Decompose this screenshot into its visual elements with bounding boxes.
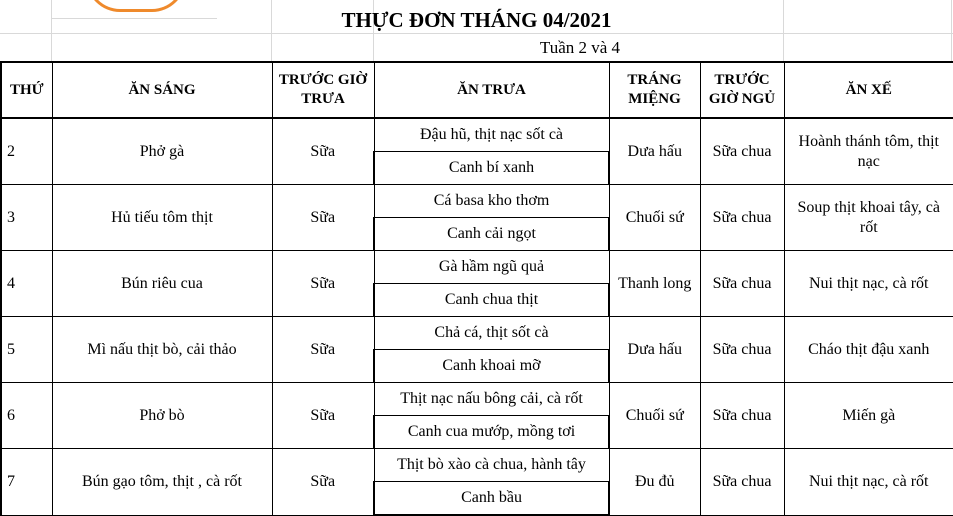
before-lunch-cell: Sữa xyxy=(272,251,374,317)
lunch-soup-cell: Canh chua thịt xyxy=(374,284,609,317)
table-row xyxy=(1,251,953,284)
snack-cell: Hoành thánh tôm, thịt nạc xyxy=(784,118,953,185)
table-row xyxy=(1,118,953,152)
snack-cell: Nui thịt nạc, cà rốt xyxy=(784,449,953,516)
column-header-lunch: ĂN TRƯA xyxy=(374,62,609,118)
menu-table xyxy=(0,61,953,516)
before-nap-cell: Sữa chua xyxy=(700,383,784,449)
lunch-soup-cell: Canh bí xanh xyxy=(374,152,609,185)
column-header-dessert: TRÁNG MIỆNG xyxy=(609,62,700,118)
snack-cell: Soup thịt khoai tây, cà rốt xyxy=(784,185,953,251)
dessert-cell: Dưa hấu xyxy=(609,317,700,383)
before-lunch-cell: Sữa xyxy=(272,118,374,185)
column-header-day: THỨ xyxy=(1,62,52,118)
lunch-main-cell: Chả cá, thịt sốt cà xyxy=(374,317,609,350)
page-title: THỰC ĐƠN THÁNG 04/2021 xyxy=(341,8,612,32)
lunch-soup-cell: Canh cua mướp, mồng tơi xyxy=(374,416,609,449)
lunch-main-cell: Đậu hũ, thịt nạc sốt cà xyxy=(374,118,609,152)
lunch-main-cell: Thịt bò xào cà chua, hành tây xyxy=(374,449,609,482)
snack-cell: Cháo thịt đậu xanh xyxy=(784,317,953,383)
breakfast-cell: Phở gà xyxy=(52,118,272,185)
before-lunch-cell: Sữa xyxy=(272,317,374,383)
lunch-soup-cell: Canh bầu xyxy=(374,482,609,516)
column-header-breakfast: ĂN SÁNG xyxy=(52,62,272,118)
table-header-row xyxy=(1,62,953,118)
breakfast-cell: Bún gạo tôm, thịt , cà rốt xyxy=(52,449,272,516)
before-nap-cell: Sữa chua xyxy=(700,118,784,185)
day-cell: 7 xyxy=(1,449,52,516)
before-lunch-cell: Sữa xyxy=(272,449,374,516)
page-subtitle: Tuần 2 và 4 xyxy=(539,38,621,57)
breakfast-cell: Hủ tiếu tôm thịt xyxy=(52,185,272,251)
dessert-cell: Chuối sứ xyxy=(609,383,700,449)
before-nap-cell: Sữa chua xyxy=(700,251,784,317)
dessert-cell: Dưa hấu xyxy=(609,118,700,185)
before-lunch-cell: Sữa xyxy=(272,185,374,251)
before-nap-cell: Sữa chua xyxy=(700,317,784,383)
dessert-cell: Đu đủ xyxy=(609,449,700,516)
breakfast-cell: Mì nấu thịt bò, cải thảo xyxy=(52,317,272,383)
column-header-before-nap: TRƯỚC GIỜ NGỦ xyxy=(700,62,784,118)
dessert-cell: Chuối sứ xyxy=(609,185,700,251)
before-lunch-cell: Sữa xyxy=(272,383,374,449)
lunch-soup-cell: Canh khoai mỡ xyxy=(374,350,609,383)
table-row xyxy=(1,383,953,416)
day-cell: 3 xyxy=(1,185,52,251)
lunch-soup-cell: Canh cải ngọt xyxy=(374,218,609,251)
column-header-before-lunch: TRƯỚC GIỜ TRƯA xyxy=(272,62,374,118)
day-cell: 6 xyxy=(1,383,52,449)
before-nap-cell: Sữa chua xyxy=(700,185,784,251)
snack-cell: Nui thịt nạc, cà rốt xyxy=(784,251,953,317)
day-cell: 4 xyxy=(1,251,52,317)
table-row xyxy=(1,185,953,218)
snack-cell: Miến gà xyxy=(784,383,953,449)
column-header-snack: ĂN XẾ xyxy=(784,62,953,118)
lunch-main-cell: Gà hầm ngũ quả xyxy=(374,251,609,284)
table-row xyxy=(1,449,953,482)
lunch-main-cell: Thịt nạc nấu bông cải, cà rốt xyxy=(374,383,609,416)
lunch-main-cell: Cá basa kho thơm xyxy=(374,185,609,218)
table-row xyxy=(1,317,953,350)
day-cell: 2 xyxy=(1,118,52,185)
dessert-cell: Thanh long xyxy=(609,251,700,317)
day-cell: 5 xyxy=(1,317,52,383)
breakfast-cell: Phở bò xyxy=(52,383,272,449)
before-nap-cell: Sữa chua xyxy=(700,449,784,516)
breakfast-cell: Bún riêu cua xyxy=(52,251,272,317)
